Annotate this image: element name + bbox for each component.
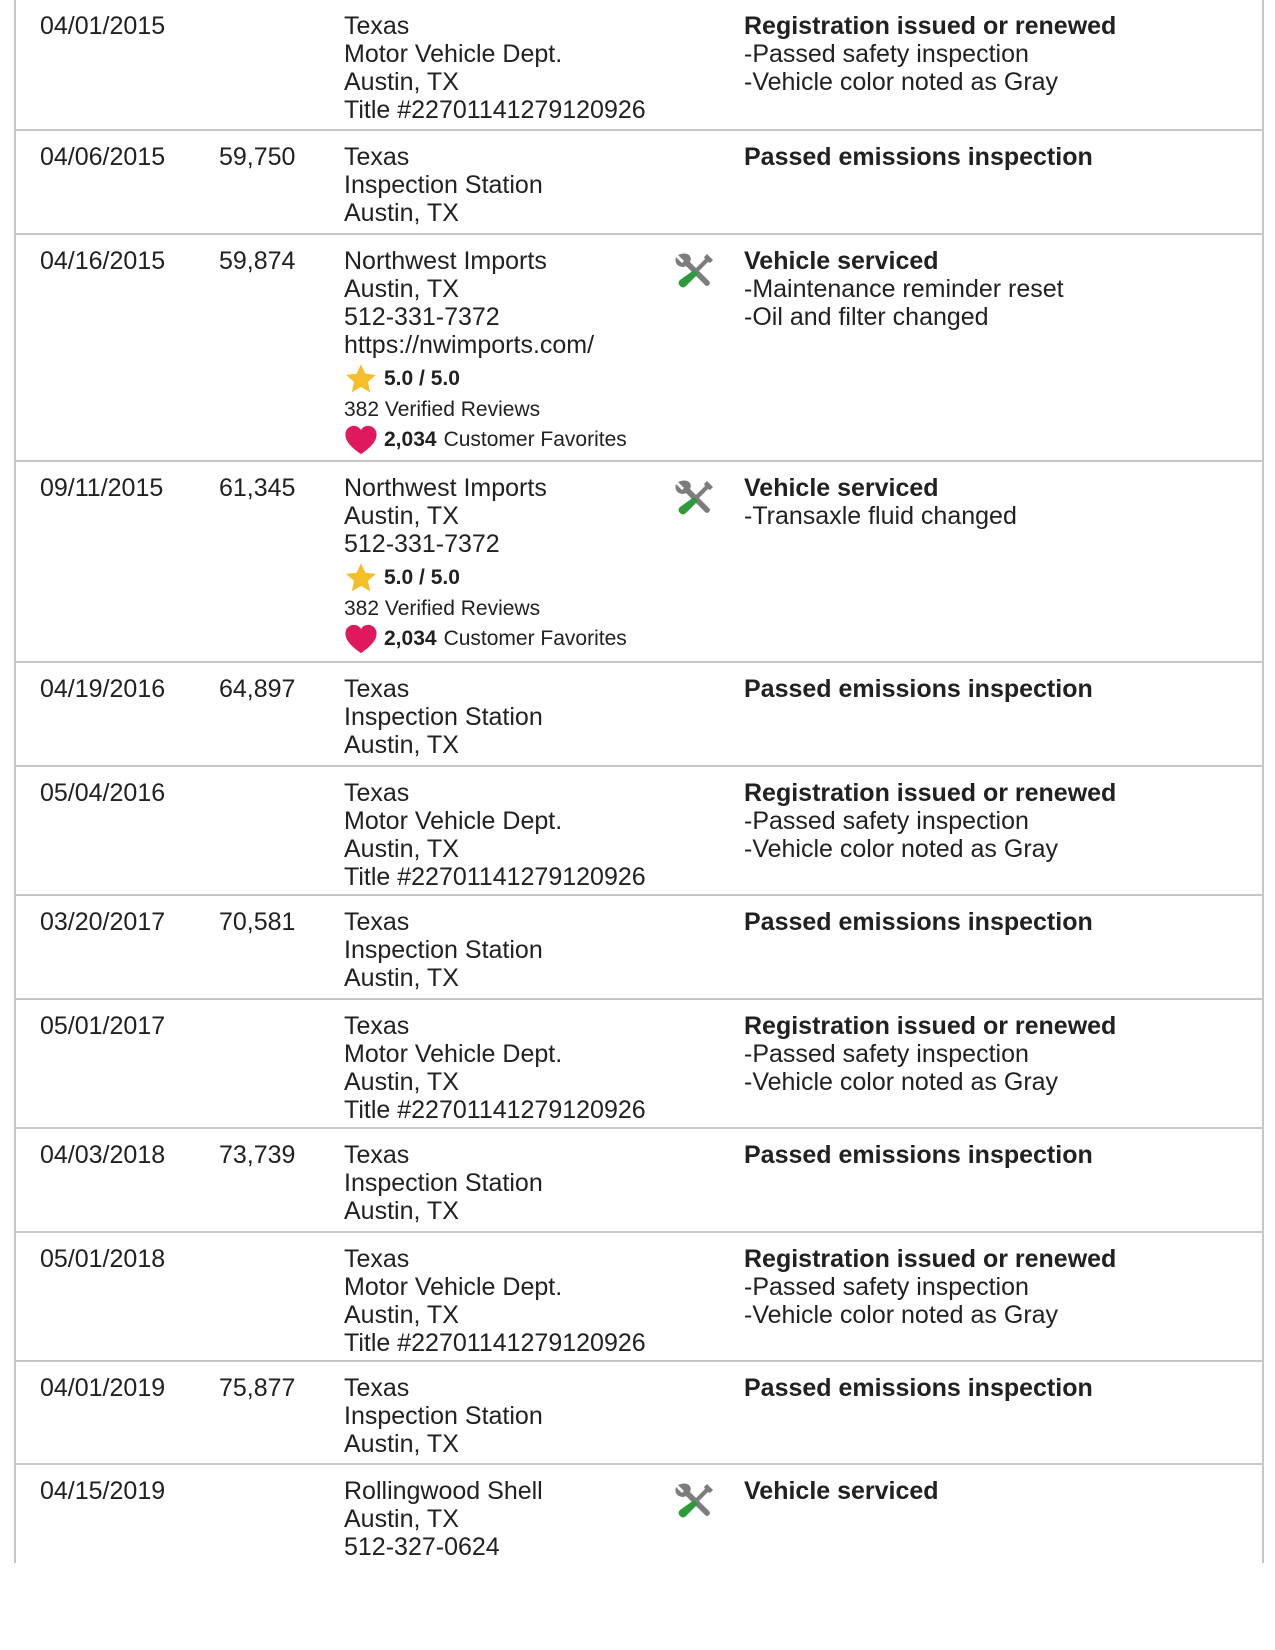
detail-item xyxy=(744,1273,1116,1301)
record-source xyxy=(344,1141,543,1225)
bullet-dash: - xyxy=(744,1068,753,1096)
record-details xyxy=(744,474,1017,530)
source-line: Title #22701141279120926 xyxy=(344,96,646,124)
record-details xyxy=(744,675,1093,703)
source-line: Austin, TX xyxy=(344,1301,459,1329)
source-line: Northwest Imports xyxy=(344,474,547,502)
source-line: Inspection Station xyxy=(344,1169,543,1197)
record-title: Registration issued or renewed xyxy=(744,1245,1117,1273)
star-icon xyxy=(344,362,378,396)
detail-item xyxy=(744,275,1064,303)
record-title: Passed emissions inspection xyxy=(744,1141,1093,1169)
record-date: 04/15/2019 xyxy=(40,1477,166,1505)
record-date: 04/03/2018 xyxy=(40,1141,166,1169)
source-line[interactable]: https://nwimports.com/ xyxy=(344,331,595,359)
history-record-row xyxy=(16,998,1262,1127)
record-source xyxy=(344,908,543,992)
record-title: Passed emissions inspection xyxy=(744,1374,1093,1402)
history-record-row xyxy=(16,1231,1262,1360)
record-details xyxy=(744,247,1064,331)
detail-item xyxy=(744,502,1017,530)
history-record-row xyxy=(16,765,1262,894)
odometer-reading: 70,581 xyxy=(219,908,296,936)
customer-favorites xyxy=(344,623,627,655)
record-source xyxy=(344,143,543,227)
odometer-reading: 59,750 xyxy=(219,143,296,171)
source-line: Austin, TX xyxy=(344,835,459,863)
bullet-dash: - xyxy=(744,1301,753,1329)
verified-reviews-link[interactable]: 382 Verified Reviews xyxy=(344,398,541,421)
detail-text: Transaxle fluid changed xyxy=(752,502,1017,530)
favorites-label: Customer Favorites xyxy=(443,627,627,650)
source-line: Motor Vehicle Dept. xyxy=(344,40,563,68)
service-icon-cell xyxy=(672,1145,716,1189)
wrench-screwdriver-icon xyxy=(672,478,716,522)
record-source xyxy=(344,1245,646,1357)
odometer-reading: 75,877 xyxy=(219,1374,296,1402)
source-line: Austin, TX xyxy=(344,502,459,530)
detail-text: Vehicle color noted as Gray xyxy=(752,835,1059,863)
record-title: Passed emissions inspection xyxy=(744,908,1093,936)
favorites-label: Customer Favorites xyxy=(443,428,627,451)
service-icon-cell xyxy=(672,147,716,191)
detail-item xyxy=(744,1301,1116,1329)
source-line: Texas xyxy=(344,1245,410,1273)
source-line: Texas xyxy=(344,1012,410,1040)
vehicle-history-table xyxy=(14,0,1264,1563)
record-details xyxy=(744,1012,1116,1096)
bullet-dash: - xyxy=(744,68,753,96)
service-icon-cell xyxy=(672,679,716,723)
detail-item xyxy=(744,1068,1116,1096)
record-date: 05/01/2017 xyxy=(40,1012,166,1040)
service-icon-cell xyxy=(672,251,716,295)
odometer-reading: 59,874 xyxy=(219,247,296,275)
rating xyxy=(344,362,627,396)
source-line: Title #22701141279120926 xyxy=(344,1096,646,1124)
record-title: Passed emissions inspection xyxy=(744,675,1093,703)
rating-value: 5.0 / 5.0 xyxy=(384,566,460,589)
source-line: Northwest Imports xyxy=(344,247,547,275)
detail-text: Passed safety inspection xyxy=(752,1040,1029,1068)
service-icon-cell xyxy=(672,478,716,522)
bullet-dash: - xyxy=(744,502,753,530)
record-details xyxy=(744,1141,1093,1169)
service-icon-cell xyxy=(672,16,716,60)
odometer-reading: 61,345 xyxy=(219,474,296,502)
source-line: Motor Vehicle Dept. xyxy=(344,807,563,835)
record-date: 04/01/2015 xyxy=(40,12,166,40)
history-record-row xyxy=(16,0,1262,129)
source-line: Title #22701141279120926 xyxy=(344,863,646,891)
source-line: Title #22701141279120926 xyxy=(344,1329,646,1357)
customer-favorites xyxy=(344,424,627,456)
record-source xyxy=(344,474,627,655)
service-icon-cell xyxy=(672,912,716,956)
source-line: Texas xyxy=(344,779,410,807)
source-line: Texas xyxy=(344,675,410,703)
record-source xyxy=(344,779,646,891)
bullet-dash: - xyxy=(744,40,753,68)
record-title: Vehicle serviced xyxy=(744,474,939,502)
record-details xyxy=(744,12,1116,96)
detail-text: Passed safety inspection xyxy=(752,40,1029,68)
source-line: 512-331-7372 xyxy=(344,303,500,331)
record-date: 04/19/2016 xyxy=(40,675,166,703)
history-record-row xyxy=(16,460,1262,661)
record-date: 05/01/2018 xyxy=(40,1245,166,1273)
record-source xyxy=(344,12,646,124)
wrench-screwdriver-icon xyxy=(672,1481,716,1525)
source-line: Texas xyxy=(344,908,410,936)
history-record-row xyxy=(16,1463,1262,1563)
record-source xyxy=(344,1012,646,1124)
source-line: 512-331-7372 xyxy=(344,530,500,558)
record-title: Passed emissions inspection xyxy=(744,143,1093,171)
record-date: 04/06/2015 xyxy=(40,143,166,171)
bullet-dash: - xyxy=(744,303,753,331)
source-line: Inspection Station xyxy=(344,936,543,964)
history-record-row xyxy=(16,894,1262,998)
detail-item xyxy=(744,1040,1116,1068)
service-icon-cell xyxy=(672,783,716,827)
detail-text: Passed safety inspection xyxy=(752,807,1029,835)
favorites-count: 2,034 xyxy=(384,428,437,451)
source-line: Austin, TX xyxy=(344,964,459,992)
record-source xyxy=(344,1477,543,1561)
service-icon-cell xyxy=(672,1378,716,1422)
record-title: Registration issued or renewed xyxy=(744,12,1117,40)
source-line: Inspection Station xyxy=(344,1402,543,1430)
record-date: 04/01/2019 xyxy=(40,1374,166,1402)
favorites-count: 2,034 xyxy=(384,627,437,650)
record-date: 05/04/2016 xyxy=(40,779,166,807)
detail-text: Vehicle color noted as Gray xyxy=(752,68,1059,96)
rating xyxy=(344,561,627,595)
service-icon-cell xyxy=(672,1481,716,1525)
history-record-row xyxy=(16,1360,1262,1463)
star-icon xyxy=(344,561,378,595)
source-line: Inspection Station xyxy=(344,703,543,731)
rating-value: 5.0 / 5.0 xyxy=(384,367,460,390)
detail-item xyxy=(744,68,1116,96)
history-record-row xyxy=(16,661,1262,765)
detail-item xyxy=(744,40,1116,68)
record-source xyxy=(344,1374,543,1458)
bullet-dash: - xyxy=(744,807,753,835)
record-source xyxy=(344,247,627,456)
verified-reviews-link[interactable]: 382 Verified Reviews xyxy=(344,597,541,620)
detail-item xyxy=(744,303,1064,331)
record-details xyxy=(744,908,1093,936)
record-date: 03/20/2017 xyxy=(40,908,166,936)
detail-text: Vehicle color noted as Gray xyxy=(752,1301,1059,1329)
service-icon-cell xyxy=(672,1249,716,1293)
bullet-dash: - xyxy=(744,1273,753,1301)
detail-text: Passed safety inspection xyxy=(752,1273,1029,1301)
record-details xyxy=(744,779,1116,863)
bullet-dash: - xyxy=(744,1040,753,1068)
source-line: Rollingwood Shell xyxy=(344,1477,543,1505)
detail-item xyxy=(744,807,1116,835)
heart-icon xyxy=(344,623,378,655)
source-line: Austin, TX xyxy=(344,68,459,96)
source-line: Motor Vehicle Dept. xyxy=(344,1273,563,1301)
odometer-reading: 73,739 xyxy=(219,1141,296,1169)
record-date: 09/11/2015 xyxy=(40,474,164,502)
source-line: Texas xyxy=(344,12,410,40)
record-title: Vehicle serviced xyxy=(744,1477,939,1505)
odometer-reading: 64,897 xyxy=(219,675,296,703)
history-record-row xyxy=(16,233,1262,460)
record-details xyxy=(744,1477,939,1505)
history-record-row xyxy=(16,1127,1262,1231)
source-line: Austin, TX xyxy=(344,1197,459,1225)
heart-icon xyxy=(344,424,378,456)
source-line: Austin, TX xyxy=(344,199,459,227)
detail-text: Maintenance reminder reset xyxy=(752,275,1064,303)
record-details xyxy=(744,1374,1093,1402)
detail-item xyxy=(744,835,1116,863)
source-line: 512-327-0624 xyxy=(344,1533,500,1561)
wrench-screwdriver-icon xyxy=(672,251,716,295)
source-line: Motor Vehicle Dept. xyxy=(344,1040,563,1068)
bullet-dash: - xyxy=(744,275,753,303)
bullet-dash: - xyxy=(744,835,753,863)
record-title: Registration issued or renewed xyxy=(744,1012,1117,1040)
source-line: Texas xyxy=(344,1141,410,1169)
record-date: 04/16/2015 xyxy=(40,247,166,275)
source-line: Austin, TX xyxy=(344,731,459,759)
record-title: Registration issued or renewed xyxy=(744,779,1117,807)
record-details xyxy=(744,1245,1116,1329)
service-icon-cell xyxy=(672,1016,716,1060)
source-line: Austin, TX xyxy=(344,1505,459,1533)
source-line: Texas xyxy=(344,1374,410,1402)
source-line: Texas xyxy=(344,143,410,171)
detail-text: Vehicle color noted as Gray xyxy=(752,1068,1059,1096)
source-line: Austin, TX xyxy=(344,1068,459,1096)
record-title: Vehicle serviced xyxy=(744,247,939,275)
record-details xyxy=(744,143,1093,171)
history-record-row xyxy=(16,129,1262,233)
detail-text: Oil and filter changed xyxy=(752,303,989,331)
record-source xyxy=(344,675,543,759)
source-line: Austin, TX xyxy=(344,1430,459,1458)
source-line: Inspection Station xyxy=(344,171,543,199)
source-line: Austin, TX xyxy=(344,275,459,303)
